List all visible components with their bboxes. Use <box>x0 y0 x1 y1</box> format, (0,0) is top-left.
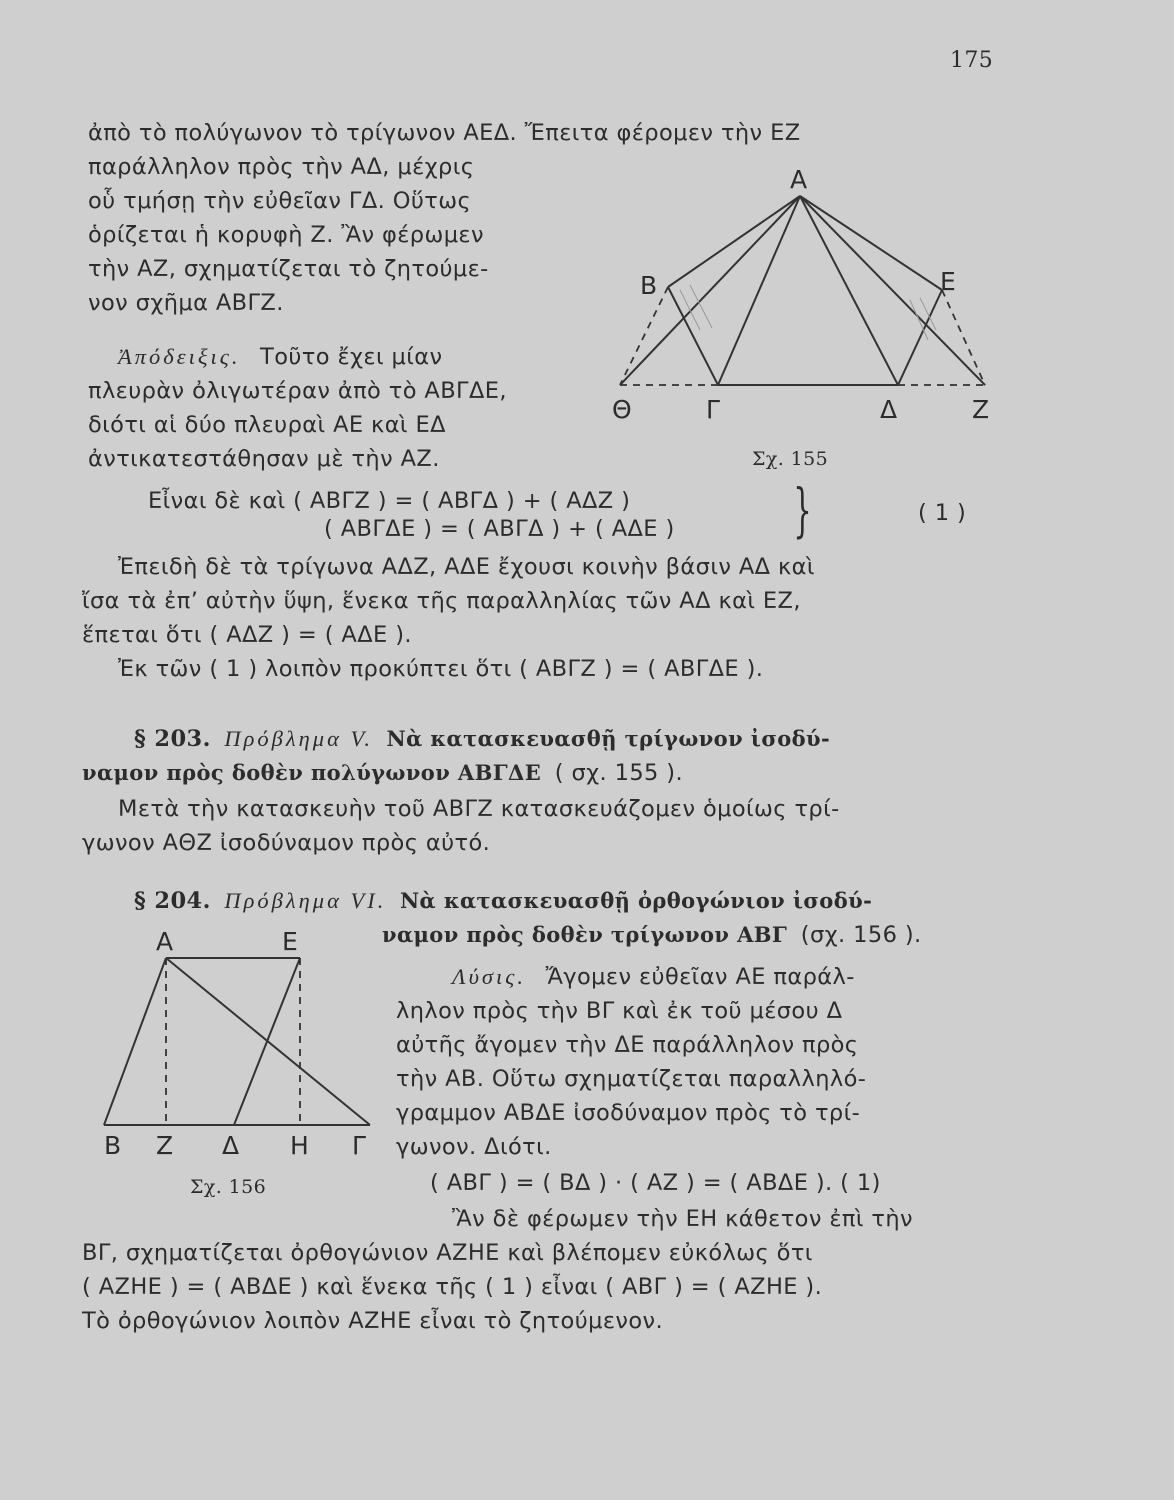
fig156-caption: Σχ. 156 <box>190 1176 267 1198</box>
text-line: ( ΑΖΗΕ ) = ( ΑΒΔΕ ) καὶ ἕνεκα τῆς ( 1 ) εἶναι ( ΑΒΓ ) = ( ΑΖΗΕ ). <box>82 1274 823 1300</box>
section-204-ref: (σχ. 156 ). <box>800 922 922 948</box>
fig155-label-g: Γ <box>706 395 720 424</box>
text-line: Ἐπειδὴ δὲ τὰ τρίγωνα ΑΔΖ, ΑΔΕ ἔχουσι κοινὴν βάσιν ΑΔ καὶ <box>118 554 815 580</box>
fig155-label-e: Ε <box>940 267 956 296</box>
fig156-label-a: Α <box>156 927 174 956</box>
page-number: 175 <box>950 48 994 73</box>
fig155-label-d: Δ <box>880 395 898 424</box>
section-203-number: § 203. <box>134 726 211 752</box>
text-line: ἀντικατεστάθησαν μὲ τὴν ΑΖ. <box>88 446 440 472</box>
text-line: ὁρίζεται ἡ κορυφὴ Ζ. Ἂν φέρωμεν <box>88 222 484 248</box>
text-line: νον σχῆμα ΑΒΓΖ. <box>88 290 284 316</box>
solution-first-text: Ἄγομεν εὐθεῖαν ΑΕ παράλ- <box>545 964 855 990</box>
text-line: ἴσα τὰ ἐπ’ αὐτὴν ὕψη, ἕνεκα τῆς παραλληλίας τῶν ΑΔ καὶ ΕΖ, <box>82 588 801 614</box>
fig155-label-th: Θ <box>612 395 632 424</box>
text-line: ἀπὸ τὸ πολύγωνον τὸ τρίγωνον ΑΕΔ. Ἔπειτα φέρομεν τὴν ΕΖ <box>88 120 801 146</box>
fig156-label-d: Δ <box>222 1131 240 1160</box>
text-line: Μετὰ τὴν κατασκευὴν τοῦ ΑΒΓΖ κατασκευάζομεν ὁμοίως τρί- <box>118 796 840 822</box>
fig156-label-e: Ε <box>282 927 298 956</box>
section-203-problem: Πρόβλημα V. <box>224 726 373 751</box>
text-line: διότι αἱ δύο πλευραὶ ΑΕ καὶ ΕΔ <box>88 412 446 438</box>
text-line: οὗ τμήσῃ τὴν εὐθεῖαν ΓΔ. Οὕτως <box>88 188 472 214</box>
text-line: ΒΓ, σχηματίζεται ὀρθογώνιον ΑΖΗΕ καὶ βλέπομεν εὐκόλως ὅτι <box>82 1240 813 1266</box>
text-line: γωνον ΑΘΖ ἰσοδύναμον πρὸς αὐτό. <box>82 830 491 856</box>
proof-first-text: Τοῦτο ἔχει μίαν <box>260 344 443 370</box>
section-204-title: Νὰ κατασκευασθῇ ὀρθογώνιον ἰσοδύ- <box>399 888 873 913</box>
section-203-ref: ( σχ. 155 ). <box>554 760 684 786</box>
text-line: τὴν ΑΒ. Οὕτω σχηματίζεται παραλληλό- <box>396 1066 867 1092</box>
text-line: τὴν ΑΖ, σχηματίζεται τὸ ζητούμε- <box>88 256 489 282</box>
fig155-label-a: Α <box>790 165 808 194</box>
text-line: γωνον. Διότι. <box>396 1134 552 1160</box>
text-line: γραμμον ΑΒΔΕ ἰσοδύναμον πρὸς τὸ τρί- <box>396 1100 861 1126</box>
fig155-label-b: Β <box>640 271 658 300</box>
section-204-problem: Πρόβλημα VI. <box>224 888 387 913</box>
equation-brace: } <box>793 476 812 544</box>
equation-1: Εἶναι δὲ καὶ ( ΑΒΓΖ ) = ( ΑΒΓΔ ) + ( ΑΔΖ ) <box>148 488 631 514</box>
equation-2: ( ΑΒΓΔΕ ) = ( ΑΒΓΔ ) + ( ΑΔΕ ) <box>324 516 675 542</box>
section-204-number: § 204. <box>134 888 211 914</box>
text-line: αὐτῆς ἄγομεν τὴν ΔΕ παράλληλον πρὸς <box>396 1032 859 1058</box>
text-line: Τὸ ὀρθογώνιον λοιπὸν ΑΖΗΕ εἶναι τὸ ζητούμενον. <box>82 1308 664 1334</box>
section-204-equation: ( ΑΒΓ ) = ( ΒΔ ) · ( ΑΖ ) = ( ΑΒΔΕ ). ( 1) <box>430 1170 881 1196</box>
fig156-side-ba <box>104 958 166 1125</box>
text-line: πλευρὰν ὀλιγωτέραν ἀπὸ τὸ ΑΒΓΔΕ, <box>88 378 507 404</box>
text-line: ἕπεται ὅτι ( ΑΔΖ ) = ( ΑΔΕ ). <box>82 622 412 648</box>
section-204-title-2: ναμον πρὸς δοθὲν τρίγωνον ΑΒΓ <box>382 922 788 947</box>
fig155-label-z: Ζ <box>972 395 990 424</box>
fig156-label-z: Ζ <box>156 1131 174 1160</box>
section-203-title-2: ναμον πρὸς δοθὲν πολύγωνον ΑΒΓΔΕ <box>82 760 542 785</box>
fig156-label-g: Γ <box>352 1131 366 1160</box>
text-line: παράλληλον πρὸς τὴν ΑΔ, μέχρις <box>88 154 475 180</box>
text-line: Ἐκ τῶν ( 1 ) λοιπὸν προκύπτει ὅτι ( ΑΒΓΖ ) = ( ΑΒΓΔΕ ). <box>118 656 764 682</box>
proof-label: Ἀπόδειξις. <box>118 344 241 369</box>
solution-label: Λύσις. <box>452 964 527 989</box>
text-line: Ἂν δὲ φέρωμεν τὴν ΕΗ κάθετον ἐπὶ τὴν <box>452 1206 913 1232</box>
fig156-line-ed <box>234 958 300 1125</box>
fig155-caption: Σχ. 155 <box>752 448 829 470</box>
equation-ref: ( 1 ) <box>918 500 967 526</box>
text-line: ληλον πρὸς τὴν ΒΓ καὶ ἐκ τοῦ μέσου Δ <box>396 998 843 1024</box>
fig156-label-b: Β <box>104 1131 122 1160</box>
section-203-title: Νὰ κατασκευασθῇ τρίγωνον ἰσοδύ- <box>386 726 831 751</box>
fig156-label-h: Η <box>290 1131 309 1160</box>
